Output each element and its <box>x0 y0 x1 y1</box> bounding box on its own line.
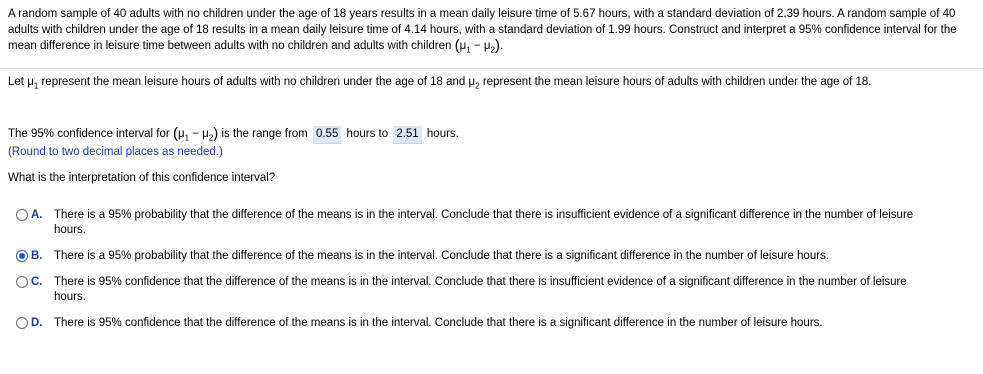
section-divider <box>0 68 983 69</box>
option-b-letter: B. <box>31 250 43 262</box>
difference-expression: $(\mu_1 - \mu_2)$ <box>454 37 500 55</box>
option-d-letter: D. <box>31 317 43 329</box>
lower-bound-answer[interactable]: 0.55 <box>313 126 341 144</box>
option-c-text: There is 95% confidence that the difference of the means is in the interval. Conclude that there is insufficient evidence of a significant difference in the number of leisure hours. <box>54 276 907 303</box>
option-d[interactable] <box>16 316 976 331</box>
option-b-text: There is a 95% probability that the difference of the means is in the interval. Conclude that there is a significant difference in the number of leisure hours. <box>54 250 829 262</box>
radio-option-b[interactable] <box>16 250 28 262</box>
option-a-text: There is a 95% probability that the difference of the means is in the interval. Conclude that there is insufficient evidence of a significant difference in the number of leisure hours. <box>54 209 914 236</box>
problem-text: A random sample of 40 adults with no children under the age of 18 years results in a mean daily leisure time of 5.67 hours, with a standard deviation of 2.39 hours. A random sample of 40 adults with children under the age of 18 results in a mean daily leisure time of 4.14 hours, with a standard deviation of 1.99 hours. Construct and interpret a 95% confidence interval for the mean difference in leisure time between adults with no children and adults with children <box>8 8 957 52</box>
problem-statement: A random sample of 40 adults with no children under the age of 18 years results in a mean daily leisure time of 5.67 hours, with a standard deviation of 2.39 hours. A random sample of 40 adults with children under the age of 18 results in a mean daily leisure time of 4.14 hours, with a standard deviation of 1.99 hours. Construct and interpret a 95% confidence interval for the mean difference in leisure time between adults with no children and adults with children $(\mu_1 - \mu_2)$. <box>8 8 957 55</box>
radio-option-a[interactable] <box>16 209 28 221</box>
option-a[interactable] <box>16 208 976 238</box>
upper-bound-answer[interactable]: 2.51 <box>393 126 421 144</box>
radio-option-d[interactable] <box>16 317 28 329</box>
radio-option-c[interactable] <box>16 276 28 288</box>
interpretation-question: What is the interpretation of this confidence interval? <box>8 172 276 184</box>
option-c-letter: C. <box>31 276 43 288</box>
option-b[interactable] <box>16 249 976 264</box>
rounding-hint: (Round to two decimal places as needed.) <box>8 146 223 158</box>
variable-definition: Let $\mu_1$ represent the mean leisure hours of adults with no children under the age of 18 and $\mu_2$ represent the mean leisure hours of adults with children under the age of 18. <box>8 76 872 91</box>
ci-expression: $(\mu_1 - \mu_2)$ <box>172 125 219 143</box>
option-a-letter: A. <box>31 209 43 221</box>
option-c[interactable] <box>16 275 976 305</box>
confidence-interval-statement: The 95% confidence interval for $(\mu_1 - \mu_2)$ is the range from 0.55 hours to 2.51 hours. <box>8 125 459 143</box>
option-d-text: There is 95% confidence that the difference of the means is in the interval. Conclude that there is a significant difference in the number of leisure hours. <box>54 317 823 329</box>
